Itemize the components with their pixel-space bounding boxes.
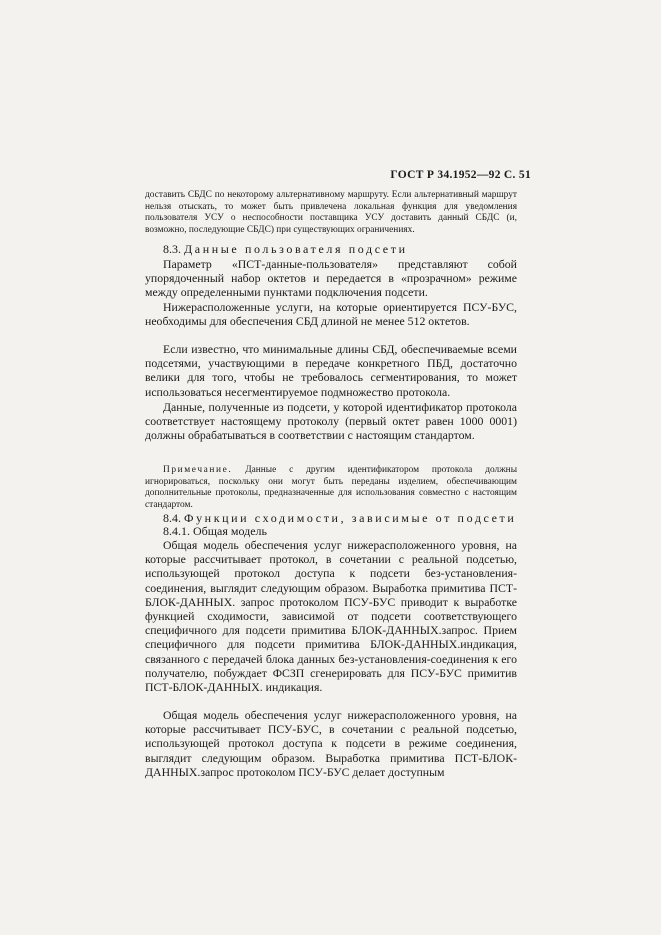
section-8-3-note (145, 465, 517, 511)
section-8-4-paragraph-2: Общая модель обеспечения услуг нижерасположенного уровня, на которые рассчитывает ПСУ-БУС, в сочетании с реальной подсетью, использующей протокол доступа к подсети в режиме соединения, выглядит следующим образом. Выработка примитива ПСТ-БЛОК-ДАННЫХ.запрос протоколом ПСУ-БУС делает доступным (145, 708, 517, 779)
section-8-4-title: Функции сходимости, зависимые от подсети (184, 511, 517, 525)
page-header: ГОСТ Р 34.1952—92 С. 51 (390, 169, 531, 181)
section-8-4-1-title: Общая модель (193, 524, 267, 538)
section-8-3-number: 8.3. (163, 242, 181, 256)
section-8-3-paragraph-3: Если известно, что минимальные длины СБД, обеспечиваемые всеми подсетями, участвующими в передаче конкретного ПБД, достаточно велики для того, чтобы не требовалось сегментирования, то может использоваться несегментируемое подмножество протокола. (145, 342, 517, 399)
section-8-3-paragraph-2: Нижерасположенные услуги, на которые ориентируется ПСУ-БУС, необходимы для обеспечения СБД длиной не менее 512 октетов. (145, 300, 517, 329)
section-8-3-heading (145, 242, 517, 256)
section-8-4-paragraph-1: Общая модель обеспечения услуг нижерасположенного уровня, на которые рассчитывает протокол, в сочетании с реальной подсетью, использующей протокол доступа к подсети без-установления-соединения, выглядит следующим образом. Выработка примитива ПСТ-БЛОК-ДАННЫХ. запрос протоколом ПСУ-БУС приводит к выработке функцией сходимости, зависимой от подсети соответствующего специфичного для подсети примитива БЛОК-ДАННЫХ.запрос. Прием специфичного для подсети примитива БЛОК-ДАННЫХ.индикация, связанного с передачей блока данных без-установления-соединения к его получателю, побуждает ФСЗП сгенерировать для ПСУ-БУС примитив ПСТ-БЛОК-ДАННЫХ. индикация. (145, 538, 517, 695)
intro-note: доставить СБДС по некоторому альтернативному маршруту. Если альтернативный маршрут нельзя отыскать, то может быть привлечена локальная функция для уведомления пользователя УСУ о неспособности поставщика УСУ доставить данный СБДС (и, возможно, последующие СБДС) при существующих ограничениях. (145, 190, 517, 235)
section-8-4-1-number: 8.4.1. (163, 524, 190, 538)
note-label: Примечание. (163, 465, 233, 475)
section-8-3-title: Данные пользователя подсети (184, 242, 408, 256)
section-8-4-heading (145, 511, 517, 525)
section-8-4-1-heading (145, 524, 517, 538)
section-8-3-paragraph-1: Параметр «ПСТ-данные-пользователя» представляют собой упорядоченный набор октетов и передается в «прозрачном» режиме между определенными пунктами подключения подсети. (145, 257, 517, 300)
note-text: Данные с другим идентификатором протокола должны игнорироваться, поскольку они могут быть переданы изделием, обеспечивающим дополнительные протоколы, предназначенные для использования совместно с настоящим стандартом. (145, 465, 517, 510)
section-8-4-number: 8.4. (163, 511, 181, 525)
section-8-3-paragraph-4: Данные, полученные из подсети, у которой идентификатор протокола соответствует настоящему протоколу (первый октет равен 1000 0001) должны обрабатываться в соответствии с настоящим стандартом. (145, 400, 517, 443)
